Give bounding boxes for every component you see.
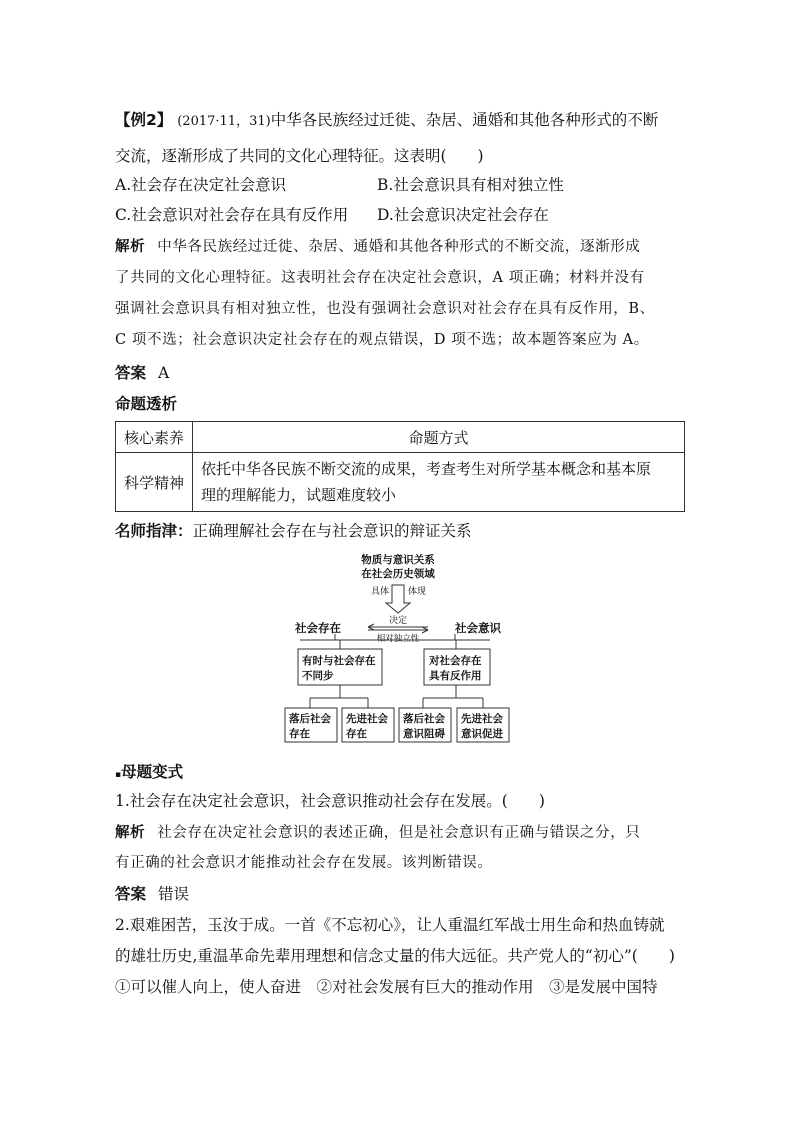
table-cell-core: 科学精神 xyxy=(116,453,193,512)
variant-q1-answer-value: 错误 xyxy=(158,885,190,903)
diagram-right-node: 社会意识 xyxy=(455,621,501,635)
table-cell-method: 依托中华各民族不断交流的成果，考查考生对所学基本概念和基本原 理的理解能力，试题难度较小 xyxy=(193,453,685,512)
diagram-arrow-right: 体现 xyxy=(407,587,427,597)
answer-label: 答案 xyxy=(115,364,147,382)
diagram-leaf1-1: 落后社会 xyxy=(289,713,331,725)
dialectic-diagram xyxy=(280,550,520,745)
diagram-top-line1: 物质与意识关系 xyxy=(361,554,435,566)
tip-label: 名师指津： xyxy=(115,522,193,540)
diagram-leaf2-1: 先进社会 xyxy=(346,713,388,725)
diagram-leaf1-2: 存在 xyxy=(289,728,310,740)
down-arrow-icon xyxy=(386,585,410,613)
example-stem-1: 中华各民族经过迁徙、杂居、通婚和其他各种形式的不断 xyxy=(270,111,659,129)
example-stem-2: 交流，逐渐形成了共同的文化心理特征。这表明( ) xyxy=(115,147,484,165)
diagram-mid-left-2: 不同步 xyxy=(302,670,334,682)
option-b: B.社会意识具有相对独立性 xyxy=(377,176,564,194)
diagram-left-node: 社会存在 xyxy=(295,621,341,635)
variant-q1-answer-label: 答案 xyxy=(115,885,147,903)
teacher-tip xyxy=(115,521,472,541)
analysis-line1: 解析 中华各民族经过迁徙、杂居、通婚和其他各种形式的不断交流，逐渐形成 xyxy=(115,239,641,255)
analysis-line3: 强调社会意识具有相对独立性，也没有强调社会意识对社会存在具有反作用，B、 xyxy=(115,301,655,317)
analysis-label: 解析 xyxy=(115,239,146,255)
variant-q1: 1.社会存在决定社会意识，社会意识推动社会存在发展。( ) xyxy=(115,792,545,810)
answer-value: A xyxy=(158,364,170,382)
variant-title: ▪母题变式 xyxy=(115,763,184,781)
variant-q1-answer xyxy=(115,884,189,904)
variant-q1-analysis-label: 解析 xyxy=(115,825,146,841)
diagram-leaf4-2: 意识促进 xyxy=(461,728,503,740)
example-label: 【例2】 xyxy=(115,111,173,129)
variant-q1-analysis-1: 解析 社会存在决定社会意识的表述正确，但是社会意识有正确与错误之分，只 xyxy=(115,825,641,841)
tip-text: 正确理解社会存在与社会意识的辩证关系 xyxy=(192,522,472,540)
diagram-leaf3-2: 意识阻碍 xyxy=(403,728,445,740)
option-d: D.社会意识决定社会存在 xyxy=(377,206,549,224)
analysis-line2: 了共同的文化心理特征。这表明社会存在决定社会意识，A 项正确；材料并没有 xyxy=(115,270,645,286)
diagram-mid-left-1: 有时与社会存在 xyxy=(302,655,376,667)
diagram-leaf2-2: 存在 xyxy=(346,728,367,740)
variant-q2-line2: 的雄壮历史,重温革命先辈用理想和信念丈量的伟大远征。共产党人的“初心”( ) xyxy=(115,947,675,965)
variant-q2-line3: ①可以催人向上，使人奋进 ②对社会发展有巨大的推动作用 ③是发展中国特 xyxy=(115,978,658,996)
variant-q2-line1: 2.艰难困苦，玉汝于成。一首《不忘初心》，让人重温红军战士用生命和热血铸就 xyxy=(115,916,665,934)
variant-q1-analysis-2: 有正确的社会意识才能推动社会存在发展。该判断错误。 xyxy=(115,855,493,871)
diagram-mid-right-2: 具有反作用 xyxy=(429,670,482,682)
table-row xyxy=(116,453,685,512)
diagram-mid-right-1: 对社会存在 xyxy=(429,655,482,667)
analysis-line4: C 项不选；社会意识决定社会存在的观点错误，D 项不选；故本题答案应为 A。 xyxy=(115,332,649,348)
table-header-core: 核心素养 xyxy=(116,422,193,453)
diagram-leaf3-1: 落后社会 xyxy=(403,713,445,725)
answer-line xyxy=(115,363,169,383)
variant-bullet-icon: ▪ xyxy=(115,770,122,780)
option-a: A.社会存在决定社会意识 xyxy=(115,176,287,194)
diagram-arrow-left: 具体 xyxy=(370,587,390,597)
option-c: C.社会意识对社会存在具有反作用 xyxy=(115,206,349,224)
diagram-decide: 决定 xyxy=(388,616,408,626)
diagram-relative: 相对独立性 xyxy=(376,634,420,644)
table-header-row xyxy=(116,422,685,453)
table-header-method: 命题方式 xyxy=(193,422,685,453)
diagram-top-line2: 在社会历史领域 xyxy=(361,568,435,580)
diagram-leaf4-1: 先进社会 xyxy=(461,713,503,725)
example-source: (2017·11，31) xyxy=(177,114,271,129)
example-question-line1 xyxy=(115,110,658,132)
section-title: 命题透析 xyxy=(115,395,178,413)
analysis-table xyxy=(115,421,685,512)
